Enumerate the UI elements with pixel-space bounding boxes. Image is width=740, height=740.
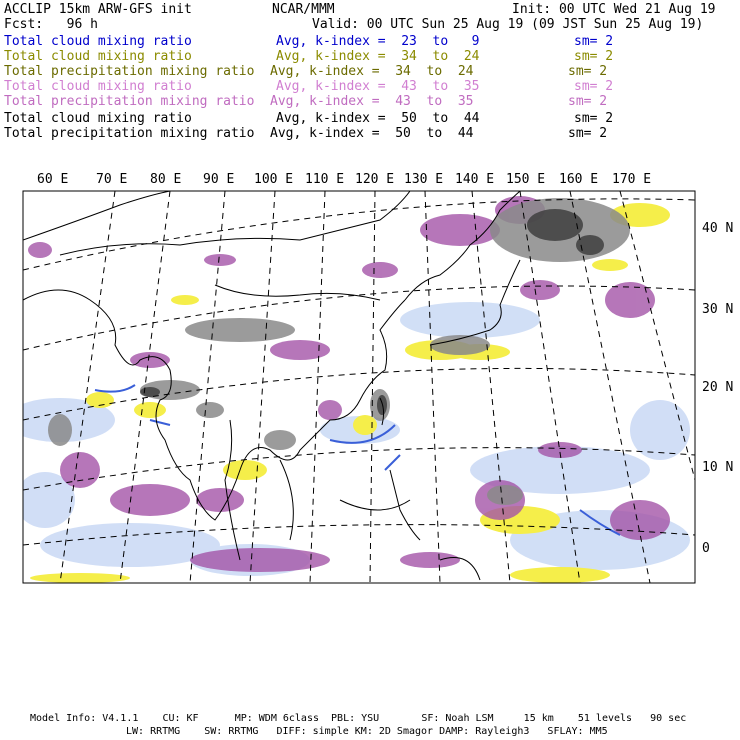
lon-label: 80 E [150,172,182,187]
lon-label: 130 E [404,172,444,187]
valid-time: Valid: 00 UTC Sun 25 Aug 19 (09 JST Sun 25 Aug 19) [312,17,704,32]
lon-label: 140 E [455,172,495,187]
legend-avg: Avg, k-index = 43 to 35 [276,79,480,94]
center-label: NCAR/MMM [272,2,335,17]
product-title: ACCLIP 15km ARW-GFS init [4,2,192,17]
legend-field: Total cloud mixing ratio [4,79,192,94]
legend-field: Total cloud mixing ratio [4,49,192,64]
legend-sm: sm= 2 [574,79,614,94]
lon-label: 110 E [305,172,345,187]
legend-avg: Avg, k-index = 50 to 44 [270,126,474,141]
legend-sm: sm= 2 [574,111,614,126]
lat-label: 10 N [702,460,734,475]
legend-avg: Avg, k-index = 50 to 44 [276,111,480,126]
legend-field: Total cloud mixing ratio [4,34,192,49]
legend-sm: sm= 2 [568,126,608,141]
lon-label: 170 E [612,172,652,187]
lat-label: 0 [702,541,710,556]
legend-avg: Avg, k-index = 43 to 35 [270,94,474,109]
legend-avg: Avg, k-index = 34 to 24 [270,64,474,79]
lon-label: 100 E [254,172,294,187]
lon-label: 90 E [203,172,235,187]
legend-field: Total precipitation mixing ratio [4,94,255,109]
model-info-line1: Model Info: V4.1.1 CU: KF MP: WDM 6class PBL: YSU SF: Noah LSM 15 km 51 levels 90 sec [30,713,687,724]
init-time: Init: 00 UTC Wed 21 Aug 19 [512,2,716,17]
lon-label: 150 E [506,172,546,187]
lon-label: 160 E [559,172,599,187]
forecast-hour: Fcst: 96 h [4,17,98,32]
legend-field: Total cloud mixing ratio [4,111,192,126]
legend-avg: Avg, k-index = 34 to 24 [276,49,480,64]
lon-label: 70 E [96,172,128,187]
legend-avg: Avg, k-index = 23 to 9 [276,34,480,49]
lon-label: 60 E [37,172,69,187]
legend-sm: sm= 2 [574,49,614,64]
legend-sm: sm= 2 [568,64,608,79]
legend-sm: sm= 2 [574,34,614,49]
legend-field: Total precipitation mixing ratio [4,126,255,141]
lat-label: 30 N [702,302,734,317]
lat-label: 20 N [702,380,734,395]
legend-sm: sm= 2 [568,94,608,109]
legend-field: Total precipitation mixing ratio [4,64,255,79]
lat-label: 40 N [702,221,734,236]
model-info-line2: LW: RRTMG SW: RRTMG DIFF: simple KM: 2D Smagor DAMP: Rayleigh3 SFLAY: MM5 [126,726,608,737]
lon-label: 120 E [355,172,395,187]
